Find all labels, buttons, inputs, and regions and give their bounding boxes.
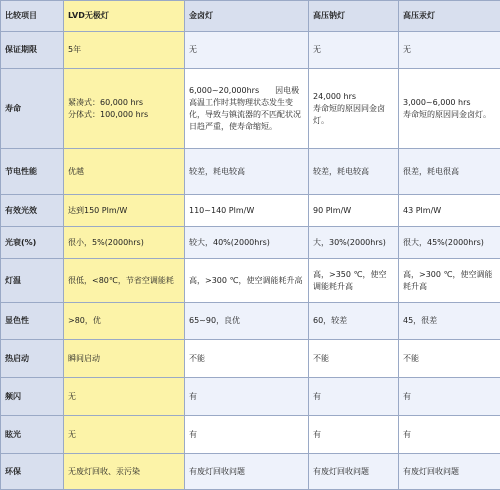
row-label: 光衰(%) xyxy=(1,227,64,259)
row-label: 热启动 xyxy=(1,340,64,378)
table-row-luminous-efficacy xyxy=(1,195,500,227)
cell-lvd: 无废灯回收、汞污染 xyxy=(64,454,185,490)
cell-hps: 高，>350 ℃，使空调能耗升高 xyxy=(309,259,399,303)
header-metal-halide-lamp: 金卤灯 xyxy=(185,1,309,32)
row-label: 灯温 xyxy=(1,259,64,303)
cell-lvd: 无 xyxy=(64,416,185,454)
cell-metal-halide: 110~140 Plm/W xyxy=(185,195,309,227)
cell-mercury: 很差，耗电很高 xyxy=(399,149,500,195)
row-label: 眩光 xyxy=(1,416,64,454)
cell-hps: 有 xyxy=(309,416,399,454)
cell-metal-halide: 有 xyxy=(185,378,309,416)
cell-mercury: 有 xyxy=(399,378,500,416)
cell-metal-halide: 较差，耗电较高 xyxy=(185,149,309,195)
cell-mercury: 高，>300 ℃，使空调能耗升高 xyxy=(399,259,500,303)
cell-mercury: 很大，45%(2000hrs) xyxy=(399,227,500,259)
row-label: 有效光效 xyxy=(1,195,64,227)
cell-lvd: 很小，5%(2000hrs) xyxy=(64,227,185,259)
row-label: 寿命 xyxy=(1,69,64,149)
row-label: 节电性能 xyxy=(1,149,64,195)
cell-hps: 无 xyxy=(309,32,399,69)
cell-metal-halide: 有废灯回收问题 xyxy=(185,454,309,490)
cell-hps: 大，30%(2000hrs) xyxy=(309,227,399,259)
row-label: 环保 xyxy=(1,454,64,490)
cell-hps: 24,000 hrs 寿命短的原因同金卤灯。 xyxy=(309,69,399,149)
row-label: 频闪 xyxy=(1,378,64,416)
table-row-lumen-depreciation xyxy=(1,227,500,259)
cell-metal-halide: 有 xyxy=(185,416,309,454)
table-row-flicker xyxy=(1,378,500,416)
table-row-hot-restart xyxy=(1,340,500,378)
cell-lvd: 优越 xyxy=(64,149,185,195)
table-row-warranty xyxy=(1,32,500,69)
cell-lvd: 很低，<80℃，节省空调能耗 xyxy=(64,259,185,303)
cell-lvd: 紧凑式：60,000 hrs 分体式：100,000 hrs xyxy=(64,69,185,149)
cell-mercury: 3,000~6,000 hrs 寿命短的原因同金卤灯。 xyxy=(399,69,500,149)
cell-hps: 不能 xyxy=(309,340,399,378)
row-label: 保证期限 xyxy=(1,32,64,69)
cell-lvd: 5年 xyxy=(64,32,185,69)
cell-lvd: 无 xyxy=(64,378,185,416)
header-hps-lamp: 高压钠灯 xyxy=(309,1,399,32)
cell-mercury: 不能 xyxy=(399,340,500,378)
header-mercury-lamp: 高压汞灯 xyxy=(399,1,500,32)
table-row-glare xyxy=(1,416,500,454)
cell-metal-halide: 65~90，良优 xyxy=(185,303,309,340)
cell-hps: 60，较差 xyxy=(309,303,399,340)
cell-metal-halide: 无 xyxy=(185,32,309,69)
cell-metal-halide: 不能 xyxy=(185,340,309,378)
cell-mercury: 43 Plm/W xyxy=(399,195,500,227)
cell-mercury: 无 xyxy=(399,32,500,69)
header-compare-item: 比较项目 xyxy=(1,1,64,32)
cell-lvd: 瞬间启动 xyxy=(64,340,185,378)
table-row-lamp-temperature xyxy=(1,259,500,303)
table-row-color-rendering xyxy=(1,303,500,340)
cell-mercury: 有 xyxy=(399,416,500,454)
cell-lvd: 达到150 Plm/W xyxy=(64,195,185,227)
header-row xyxy=(1,1,500,32)
cell-mercury: 有废灯回收问题 xyxy=(399,454,500,490)
table-row-lifespan xyxy=(1,69,500,149)
cell-metal-halide: 较大，40%(2000hrs) xyxy=(185,227,309,259)
cell-hps: 有 xyxy=(309,378,399,416)
cell-lvd: >80，优 xyxy=(64,303,185,340)
cell-hps: 90 Plm/W xyxy=(309,195,399,227)
cell-metal-halide: 6,000~20,000hrs 因电极高温工作时其物理状态发生变化，导致与镇流器的不匹配状况日趋严重，使寿命缩短。 xyxy=(185,69,309,149)
row-label: 显色性 xyxy=(1,303,64,340)
cell-mercury: 45，很差 xyxy=(399,303,500,340)
cell-hps: 较差，耗电较高 xyxy=(309,149,399,195)
cell-metal-halide: 高，>300 ℃，使空调能耗升高 xyxy=(185,259,309,303)
table-row-energy-saving xyxy=(1,149,500,195)
cell-hps: 有废灯回收问题 xyxy=(309,454,399,490)
table-row-environmental xyxy=(1,454,500,490)
header-lvd-lamp: LVD无极灯 xyxy=(64,1,185,32)
